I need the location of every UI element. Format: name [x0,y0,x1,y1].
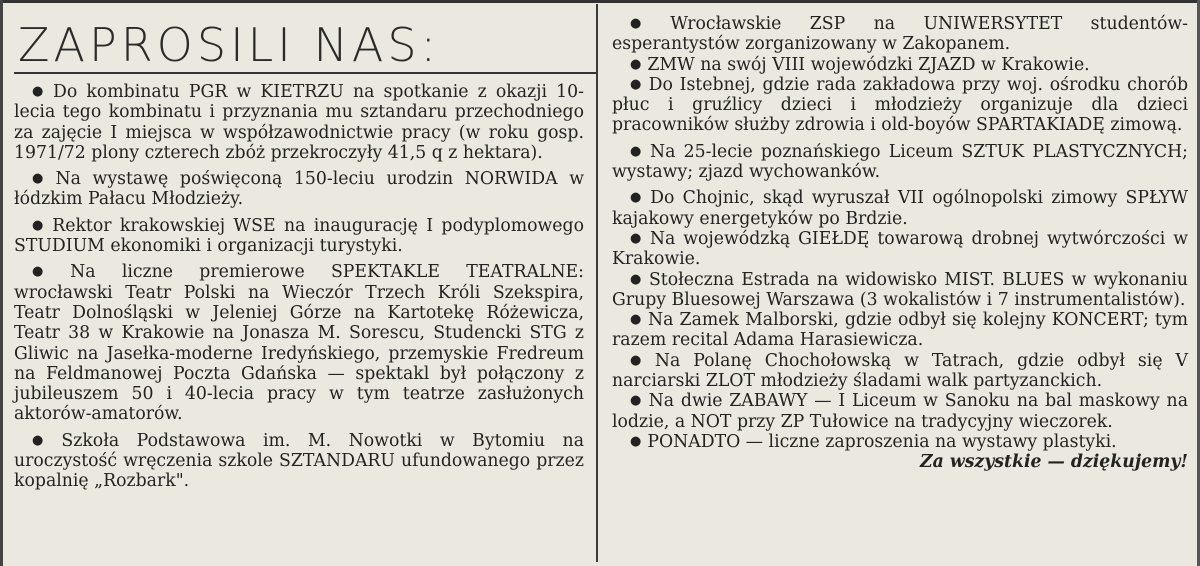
bullet-icon: ● [630,56,642,72]
list-item: ● Na 25-lecie poznańskiego Liceum SZTUK PLASTYCZNYCH; wystawy; zjazd wychowanków. [612,141,1189,183]
headline-underline [14,72,596,74]
left-rule [0,0,3,566]
list-item: ● Na wojewódzką GIEŁDĘ towarową drobnej wytwórczości w Krakowie. [612,228,1188,270]
bullet-icon: ● [32,264,65,280]
headline: ZAPROSILI NAS: [18,18,441,72]
list-item: ● ZMW na swój VIII wojewódzki ZJAZD w Krakowie. [630,54,1090,75]
right-column [612,14,1188,473]
bullet-icon: ● [630,352,649,368]
bullet-icon: ● [630,312,642,328]
bullet-icon: ● [32,84,47,99]
column-divider [596,4,598,562]
list-item: ● Na Polanę Chochołowską w Tatrach, gdzie odbył się V narciarski ZLOT młodzieży śladami walk partyzanckich. [612,350,1189,392]
bullet-icon: ● [630,143,645,159]
list-item: ● Na Zamek Malborski, gdzie odbył się kolejny KONCERT; tym razem recital Adama Harasiewicza. [612,310,1189,351]
list-item: ● Na liczne premierowe SPEKTAKLE TEATRALNE: wrocławski Teatr Polski na Wieczór Trzech Króli Szekspira, Teatr Dolnośląski w Jeleniej Górze na Kartotekę Różewicza, Teatr 38 w Krakowie na Jonasza M. Sorescu, Studencki STG z Gliwic na Jasełka-moderne Iredyńskiego, przemyskie Fredreum na Feldmanowej Poczta Gdańska — spektakl był połączony z jubileuszem 50 i 40-lecia pracy w tym teatrze zasłużonych aktorów-amatorów. [14,262,584,425]
bullet-icon: ● [630,393,643,409]
list-item: ● Szkoła Podstawowa im. M. Nowotki w Bytomiu na uroczystość wręczenia szkole SZTANDARU ufundowanego przez kopalnię „Rozbark". [14,430,584,492]
list-item: ● Na dwie ZABAWY — I Liceum w Sanoku na bal maskowy na lodzie, a NOT przy ZP Tułowice na tradycyjny wieczorek. [612,391,1188,432]
list-item: ● Rektor krakowskiej WSE na inaugurację I podyplomowego STUDIUM ekonomiki i organizacji turystyki. [14,215,584,257]
top-rule [0,0,1200,3]
list-item: ● Stołeczna Estrada na widowisko MIST. BLUES w wykonaniu Grupy Bluesowej Warszawa (3 wokalistów i 7 instrumentalistów). [612,269,1189,310]
bullet-icon: ● [32,171,50,187]
bullet-icon: ● [32,217,47,233]
left-column [14,82,584,492]
closing-line: Za wszystkie — dziękujemy! [919,452,1188,473]
list-item: ● Do kombinatu PGR w KIETRZU na spotkanie z okazji 10-lecia tego kombinatu i przyznania mu sztandaru przechodniego za zajęcie I miejsca w współzawodnictwie pracy (w roku gosp. 1971/72 plony czterech zbóż przekroczyły 41,5 q z hektara). [14,82,585,163]
bullet-icon: ● [630,190,645,206]
bullet-icon: ● [630,76,643,92]
bullet-icon: ● [630,433,642,449]
list-item: ● Wrocławskie ZSP na UNIWERSYTET studentów-esperantystów zorganizowany w Zakopanem. [612,14,1188,55]
list-item: ● Na wystawę poświęconą 150-leciu urodzin NORWIDA w łódzkim Pałacu Młodzieży. [14,169,585,210]
bullet-icon: ● [630,230,644,246]
list-item: ● PONADTO — liczne zaproszenia na wystawy plastyki. Za wszystkie — dziękujemy! [630,431,1188,473]
list-item: ● Do Istebnej, gdzie rada zakładowa przy woj. ośrodku chorób płuc i gruźlicy dzieci i młodzieży organizuje dla dzieci pracowników służby zdrowia i old-boyów SPARTAKIADĘ zimową. [612,74,1189,136]
list-item: ● Do Chojnic, skąd wyruszał VII ogólnopolski zimowy SPŁYW kajakowy energetyków po Brdzie. [612,188,1189,229]
bullet-icon: ● [630,271,643,287]
bullet-icon: ● [32,432,56,448]
bullet-icon: ● [630,16,665,31]
